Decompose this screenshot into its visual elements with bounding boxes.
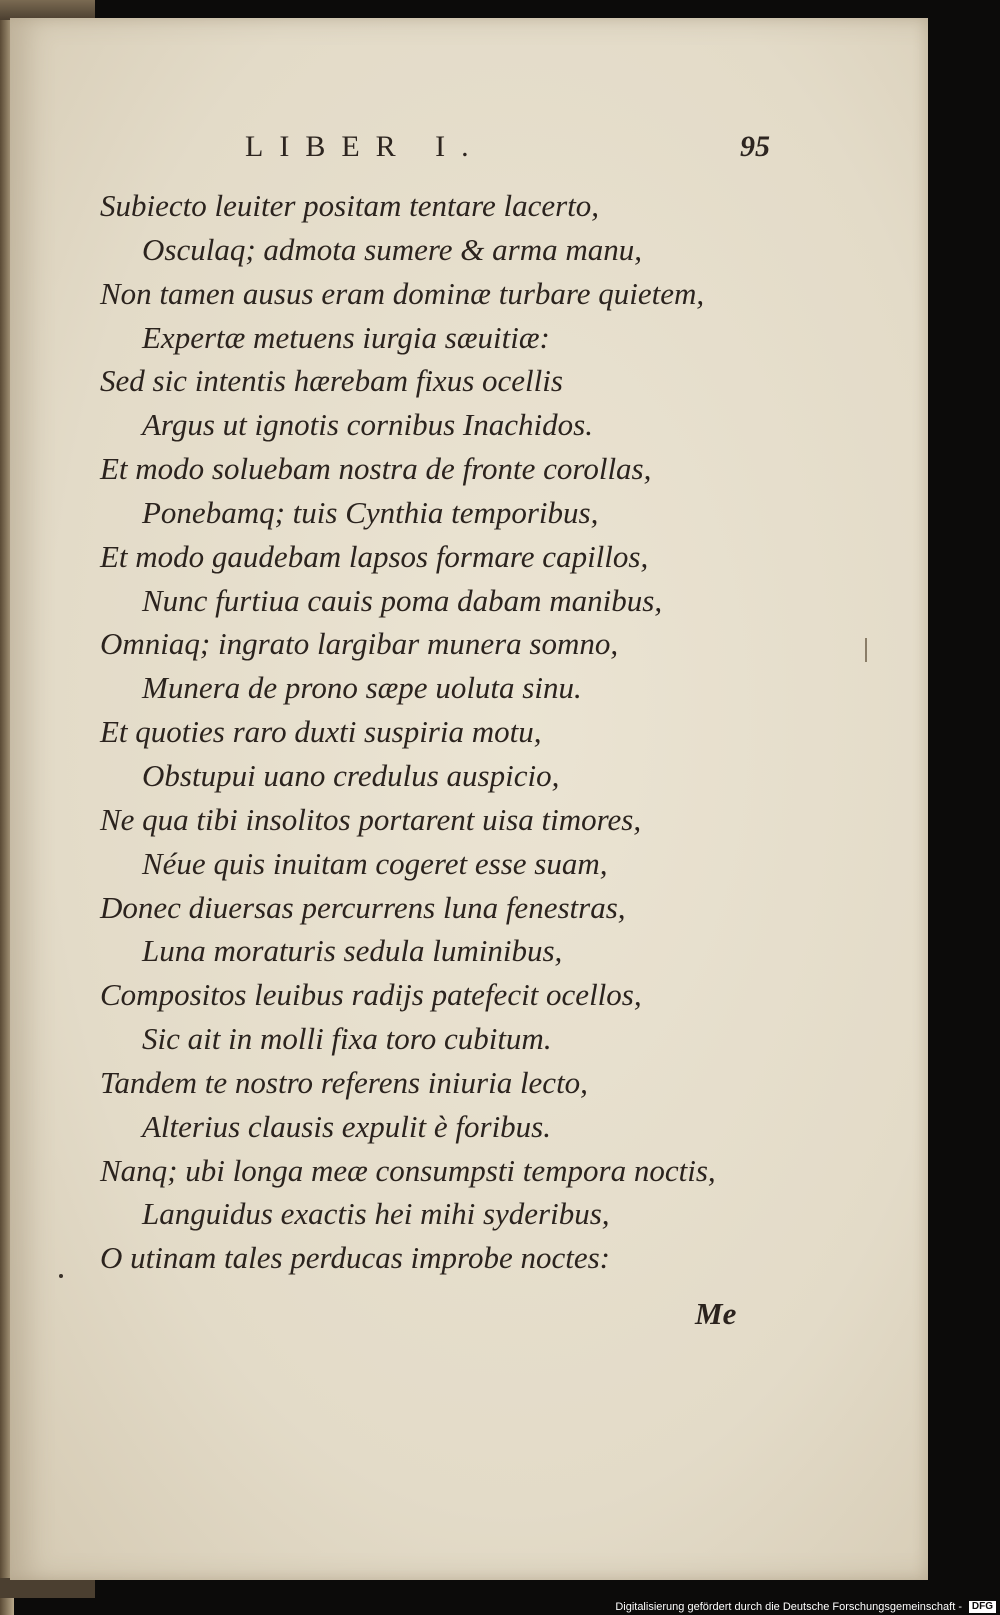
verse-line: Osculaq; admota sumere & arma manu, <box>142 231 642 267</box>
verse-line: Nunc furtiua cauis poma dabam manibus, <box>142 582 663 618</box>
verse-block <box>10 184 716 1280</box>
verse-line: Nanq; ubi longa meæ consumpsti tempora noctis, <box>100 1152 716 1188</box>
page-number: 95 <box>740 130 770 163</box>
book-page <box>10 18 928 1580</box>
ink-dot <box>59 1274 63 1278</box>
dfg-logo: DFG <box>969 1601 996 1613</box>
verse-line: Et modo gaudebam lapsos formare capillos, <box>100 538 649 574</box>
cover-corner-top <box>0 0 95 20</box>
verse-line: Ne qua tibi insolitos portarent uisa timores, <box>100 801 642 837</box>
verse-line: Compositos leuibus radijs patefecit ocellos, <box>100 977 642 1013</box>
verse-line: Et quoties raro duxti suspiria motu, <box>100 714 542 750</box>
verse-line: Munera de prono sæpe uoluta sinu. <box>142 670 582 706</box>
verse-line: Sic ait in molli fixa toro cubitum. <box>142 1021 552 1057</box>
cover-corner-bottom <box>0 1578 95 1598</box>
verse-line: Ponebamq; tuis Cynthia temporibus, <box>142 494 599 530</box>
verse-line: Et modo soluebam nostra de fronte corollas, <box>100 451 652 487</box>
digitization-credit: Digitalisierung gefördert durch die Deutsche Forschungsgemeinschaft - <box>615 1601 962 1613</box>
catchword: Me <box>695 1296 737 1331</box>
verse-line: Omniaq; ingrato largibar munera somno, <box>100 626 619 662</box>
verse-line: Luna moraturis sedula luminibus, <box>142 933 563 969</box>
verse-line: Sed sic intentis hærebam fixus ocellis <box>100 363 563 399</box>
verse-line: Argus ut ignotis cornibus Inachidos. <box>142 407 593 443</box>
verse-line: Non tamen ausus eram dominæ turbare quietem, <box>100 275 705 311</box>
verse-line: Expertæ metuens iurgia sæuitiæ: <box>142 319 550 355</box>
verse-line: Alterius clausis expulit è foribus. <box>142 1108 551 1144</box>
verse-line: Donec diuersas percurrens luna fenestras, <box>100 889 626 925</box>
margin-mark <box>865 638 867 662</box>
verse-line: Néue quis inuitam cogeret esse suam, <box>142 845 608 881</box>
running-head-title: LIBER I. <box>245 130 485 163</box>
verse-line: O utinam tales perducas improbe noctes: <box>100 1240 610 1276</box>
verse-line: Subiecto leuiter positam tentare lacerto, <box>100 188 600 223</box>
verse-line: Languidus exactis hei mihi syderibus, <box>142 1196 610 1232</box>
verse-line: Tandem te nostro referens iniuria lecto, <box>100 1064 588 1100</box>
verse-line: Obstupui uano credulus auspicio, <box>142 757 560 793</box>
